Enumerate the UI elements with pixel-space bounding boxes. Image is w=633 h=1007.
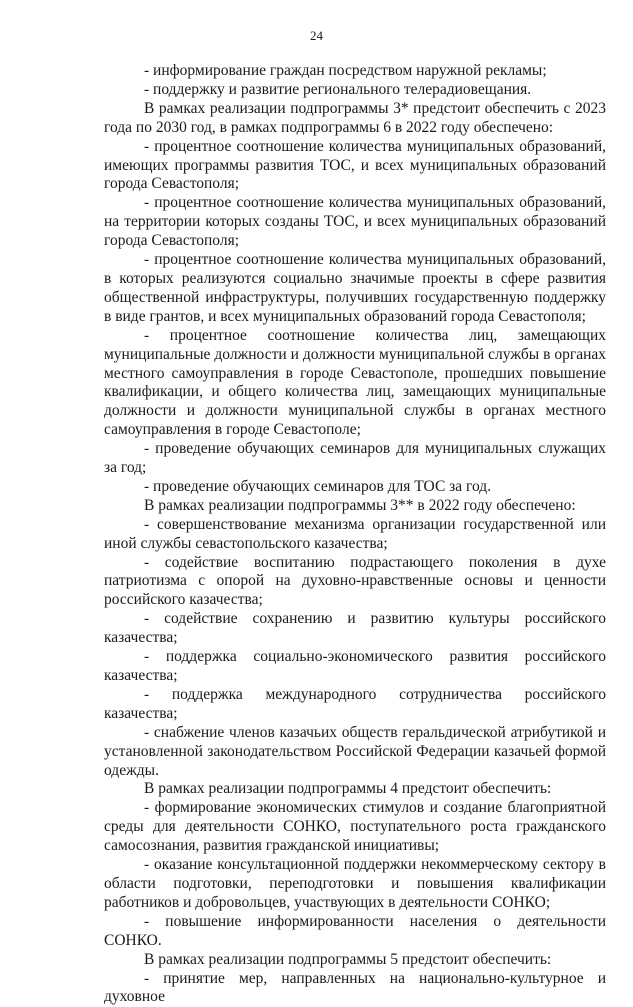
paragraph: - содействие воспитанию подрастающего поколения в духе патриотизма с опорой на духовно-нравственные основы и ценности российского казачества; — [104, 554, 606, 611]
paragraph: - процентное соотношение количества муниципальных образований, на территории которых созданы ТОС, и всех муниципальных образований города Севастополя; — [104, 194, 606, 251]
paragraph: - совершенствование механизма организации государственной или иной службы севастопольского казачества; — [104, 516, 606, 554]
paragraph: В рамках реализации подпрограммы 3** в 2022 году обеспечено: — [104, 497, 606, 516]
paragraph: - повышение информированности населения о деятельности СОНКО. — [104, 913, 606, 951]
paragraph: - проведение обучающих семинаров для ТОС за год. — [104, 478, 606, 497]
paragraph: - формирование экономических стимулов и создание благоприятной среды для деятельности СОНКО, поступательного роста гражданского самосознания, развития гражданской инициативы; — [104, 799, 606, 856]
paragraph: - поддержка международного сотрудничества российского казачества; — [104, 686, 606, 724]
paragraph: - содействие сохранению и развитию культуры российского казачества; — [104, 610, 606, 648]
paragraph: В рамках реализации подпрограммы 3* предстоит обеспечить с 2023 года по 2030 год, в рамках подпрограммы 6 в 2022 году обеспечено: — [104, 100, 606, 138]
paragraph: - процентное соотношение количества муниципальных образований, в которых реализуются социально значимые проекты в сфере развития общественной инфраструктуры, получивших государственную поддержку в виде грантов, и всех муниципальных образований города Севастополя; — [104, 251, 606, 327]
paragraph: - процентное соотношение количества лиц, замещающих муниципальные должности и должности муниципальной службы в органах местного самоуправления в городе Севастополе, прошедших повышение квалификации, и общего количества лиц, замещающих муниципальные должности и должности муниципальной службы в органах местного самоуправления в городе Севастополе; — [104, 327, 606, 440]
paragraph: В рамках реализации подпрограммы 4 предстоит обеспечить: — [104, 780, 606, 799]
paragraph: - снабжение членов казачьих обществ геральдической атрибутикой и установленной законодательством Российской Федерации казачьей формой одежды. — [104, 724, 606, 781]
document-body — [104, 62, 606, 1007]
paragraph: - принятие мер, направленных на национально-культурное и духовное — [104, 970, 606, 1007]
paragraph: - процентное соотношение количества муниципальных образований, имеющих программы развития ТОС, и всех муниципальных образований города Севастополя; — [104, 138, 606, 195]
paragraph: - поддержку и развитие регионального телерадиовещания. — [104, 81, 606, 100]
paragraph: - информирование граждан посредством наружной рекламы; — [104, 62, 606, 81]
page-number: 24 — [27, 28, 606, 44]
paragraph: - поддержка социально-экономического развития российского казачества; — [104, 648, 606, 686]
paragraph: - оказание консультационной поддержки некоммерческому сектору в области подготовки, переподготовки и повышения квалификации работников и добровольцев, участвующих в деятельности СОНКО; — [104, 856, 606, 913]
paragraph: - проведение обучающих семинаров для муниципальных служащих за год; — [104, 440, 606, 478]
paragraph: В рамках реализации подпрограммы 5 предстоит обеспечить: — [104, 951, 606, 970]
